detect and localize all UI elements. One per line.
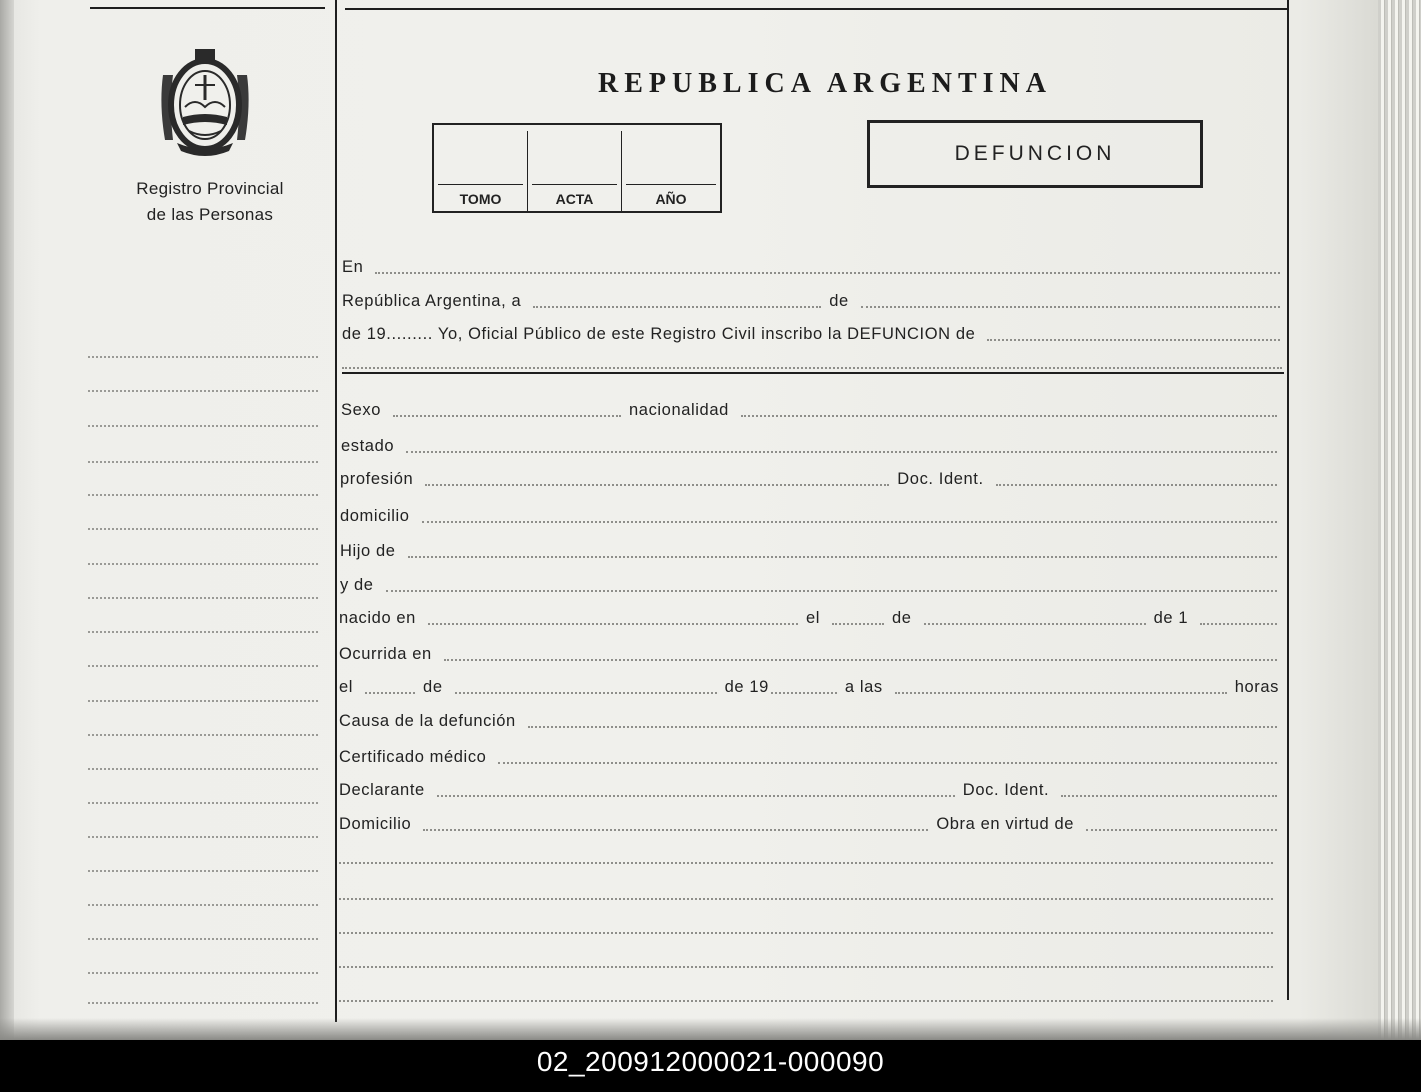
tomo-cell[interactable] (434, 131, 527, 211)
blank-line[interactable] (339, 862, 1273, 864)
death-day-field[interactable] (365, 692, 415, 694)
page-stack-edge (1378, 0, 1421, 1040)
profesion-row (340, 467, 1285, 491)
blank-line[interactable] (339, 932, 1273, 934)
day-field[interactable] (533, 306, 821, 308)
ocurrida-en-label: Ocurrida en (339, 645, 432, 663)
death-date-row (339, 675, 1285, 699)
nacionalidad-field[interactable] (741, 415, 1277, 417)
intro-inscribo-row (342, 322, 1288, 346)
stub-org-line2: de las Personas (146, 205, 274, 224)
stub-org-line1: Registro Provincial (136, 179, 284, 198)
birth-year-field[interactable] (1200, 623, 1277, 625)
profesion-label: profesión (340, 470, 414, 488)
domicilio-row (340, 504, 1285, 528)
causa-label: Causa de la defunción (339, 712, 516, 730)
y-de-label: y de (340, 576, 374, 594)
doc-ident-label: Doc. Ident. (897, 470, 984, 488)
de-19-label: de 19 (724, 678, 769, 696)
blank-line[interactable] (339, 1000, 1273, 1002)
de2-label: de (423, 678, 443, 696)
mother-field[interactable] (386, 590, 1277, 592)
nacido-en-label: nacido en (339, 609, 416, 627)
tomo-label: TOMO (459, 191, 502, 207)
birth-day-field[interactable] (832, 623, 884, 625)
acta-cell[interactable] (528, 131, 621, 211)
declarante-row (339, 778, 1285, 802)
el-label: el (805, 609, 821, 627)
deceased-name-field[interactable] (987, 339, 1280, 341)
sexo-field[interactable] (393, 415, 621, 417)
intro-divider-rule (342, 372, 1284, 374)
obra-field[interactable] (1086, 829, 1277, 831)
obra-label: Obra en virtud de (936, 815, 1075, 833)
death-month-field[interactable] (455, 692, 717, 694)
domicilio-field[interactable] (422, 521, 1277, 523)
country-title: REPUBLICA ARGENTINA (598, 68, 1052, 99)
doc-ident2-label: Doc. Ident. (962, 781, 1050, 799)
death-time-field[interactable] (895, 692, 1227, 694)
form-right-rule (1287, 0, 1289, 1000)
acta-label: ACTA (555, 191, 594, 207)
declarante-label: Declarante (339, 781, 425, 799)
nacionalidad-label: nacionalidad (629, 401, 729, 419)
provincial-seal-icon (155, 45, 255, 160)
intro-en-row (342, 255, 1288, 279)
stub-organization (90, 176, 330, 228)
death-year-field[interactable] (771, 692, 837, 694)
nacido-row (339, 606, 1285, 630)
republica-label: República Argentina, a (342, 292, 522, 310)
en-field[interactable] (375, 272, 1280, 274)
de-label: de (829, 292, 849, 310)
horas-label: horas (1234, 678, 1279, 696)
sexo-row (341, 398, 1285, 422)
hijo-de-row (340, 539, 1285, 563)
ano-label: AÑO (655, 191, 687, 207)
estado-label: estado (341, 437, 395, 455)
certificado-field[interactable] (498, 762, 1277, 764)
month-field[interactable] (861, 306, 1280, 308)
page-bottom-shadow (0, 1018, 1421, 1040)
domicilio-label: domicilio (340, 507, 410, 525)
de-year-label: de 1 (1153, 609, 1189, 627)
blank-line[interactable] (339, 898, 1273, 900)
sexo-label: Sexo (341, 401, 382, 419)
ano-cell[interactable] (622, 131, 720, 211)
el2-label: el (339, 678, 354, 696)
intro-date-row (342, 289, 1288, 313)
birthplace-field[interactable] (428, 623, 798, 625)
ocurrida-row (339, 642, 1285, 666)
form-top-rule (345, 8, 1288, 10)
declarante-field[interactable] (437, 795, 955, 797)
estado-row (341, 434, 1285, 458)
birth-month-field[interactable] (924, 623, 1146, 625)
record-reference-box (432, 123, 722, 213)
inscribo-label: .. Yo, Oficial Público de este Registro Civil inscribo la DEFUNCION de (422, 325, 976, 343)
profesion-field[interactable] (425, 484, 889, 486)
de-month-label: de (892, 609, 912, 627)
domicilio2-label: Domicilio (339, 815, 412, 833)
record-type-box: DEFUNCION (867, 120, 1203, 188)
year-label: de 19....... (342, 325, 423, 343)
en-label: En (342, 258, 364, 276)
hijo-de-label: Hijo de (340, 542, 396, 560)
certificado-label: Certificado médico (339, 748, 487, 766)
doc-ident-field[interactable] (996, 484, 1277, 486)
certificado-row (339, 745, 1285, 769)
book-binding (0, 0, 14, 1040)
causa-row (339, 709, 1285, 733)
blank-line[interactable] (339, 966, 1273, 968)
death-place-field[interactable] (444, 659, 1277, 661)
causa-field[interactable] (528, 726, 1277, 728)
column-divider (335, 0, 337, 1022)
estado-field[interactable] (406, 451, 1277, 453)
image-caption: 02_200912000021-000090 (0, 1040, 1421, 1092)
y-de-row (340, 573, 1285, 597)
doc-ident2-field[interactable] (1061, 795, 1277, 797)
stub-top-rule (90, 7, 325, 9)
domicilio2-row (339, 812, 1285, 836)
a-las-label: a las (844, 678, 883, 696)
domicilio2-field[interactable] (423, 829, 928, 831)
deceased-name-continuation[interactable] (342, 367, 1282, 369)
father-field[interactable] (408, 556, 1277, 558)
